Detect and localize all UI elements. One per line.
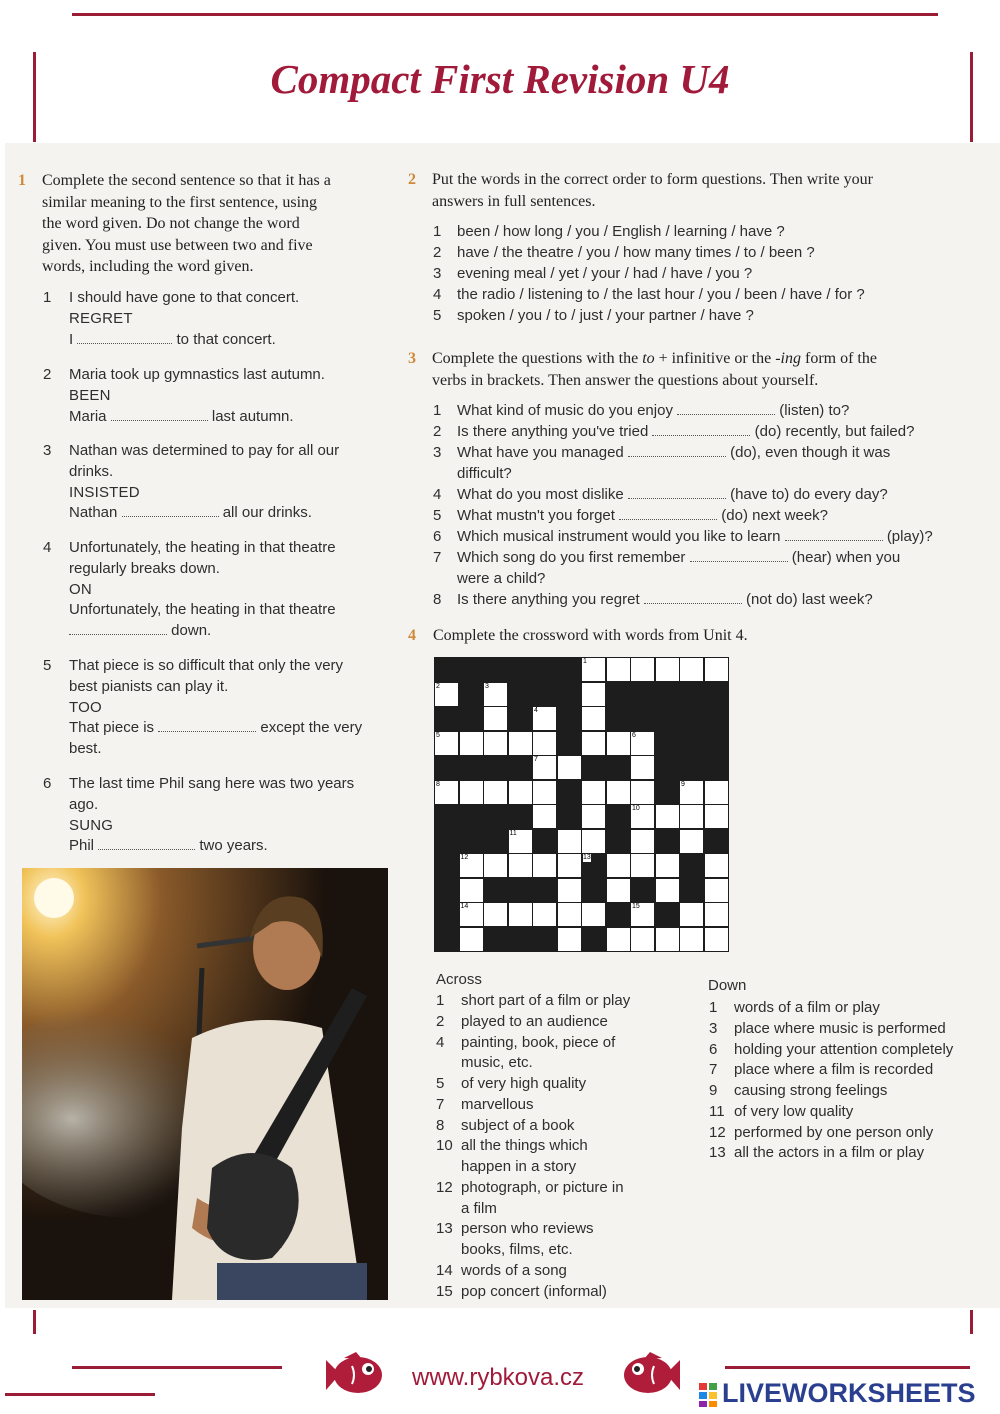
crossword-cell[interactable] xyxy=(607,879,630,902)
answer-blank[interactable] xyxy=(785,529,883,541)
crossword-cell[interactable] xyxy=(533,903,556,926)
answer-blank[interactable] xyxy=(677,403,775,415)
fish-icon xyxy=(322,1352,384,1398)
crossword-cell[interactable] xyxy=(705,928,728,951)
ex1-item-1: 1 I should have gone to that concert. REGRET I to that concert. xyxy=(43,289,300,348)
exercise-3-instructions: Complete the questions with the to + infinitive or the -ing form of the verbs in brackets. Then answer the questions about yourself. xyxy=(432,350,877,389)
crossword-cell[interactable] xyxy=(582,805,605,828)
crossword-cell[interactable] xyxy=(484,781,507,804)
crossword-cell[interactable] xyxy=(533,781,556,804)
frame-left-bottom-line xyxy=(33,1310,36,1334)
crossword-clue-number: 13 xyxy=(583,854,591,861)
across-clue: 5 of very high quality xyxy=(436,1075,587,1092)
keyword: ON xyxy=(69,580,92,598)
crossword-cell[interactable] xyxy=(656,805,679,828)
keyword: REGRET xyxy=(69,309,133,327)
crossword-clue-number: 15 xyxy=(632,903,640,910)
crossword-cell[interactable] xyxy=(509,854,532,877)
across-clue: 8 subject of a book xyxy=(436,1116,575,1134)
crossword-cell[interactable] xyxy=(484,732,507,755)
crossword-clue-number: 4 xyxy=(534,707,538,714)
answer-blank[interactable] xyxy=(644,592,742,604)
ex1-item-4: 4 Unfortunately, the heating in that theatre regularly breaks down. ON Unfortunately, the heating in that theatre down. xyxy=(43,539,336,640)
answer-blank[interactable] xyxy=(122,505,219,517)
crossword-cell[interactable] xyxy=(460,879,483,902)
across-clue: 2 played to an audience xyxy=(436,1012,608,1030)
crossword-cell[interactable] xyxy=(509,732,532,755)
crossword-clue-number: 9 xyxy=(681,780,685,788)
crossword-cell[interactable] xyxy=(656,658,679,681)
crossword-cell[interactable] xyxy=(680,903,703,926)
down-heading: Down xyxy=(708,977,747,994)
crossword-cell[interactable] xyxy=(558,928,581,951)
exercise-2-number: 2 xyxy=(408,171,416,188)
exercise-1-number: 1 xyxy=(18,172,26,189)
crossword-cell[interactable] xyxy=(558,756,581,779)
down-clue: 3 place where music is performed xyxy=(709,1019,946,1037)
keyword: TOO xyxy=(69,698,102,716)
down-clue: 6 holding your attention completely xyxy=(709,1040,954,1058)
crossword-cell[interactable] xyxy=(607,732,630,755)
liveworksheets-brand[interactable]: LIVEWORKSHEETS xyxy=(722,1378,976,1408)
crossword-cell[interactable] xyxy=(582,683,605,706)
crossword-cell[interactable] xyxy=(656,928,679,951)
crossword-cell[interactable] xyxy=(558,903,581,926)
ex3-item-6: 6 Which musical instrument would you like to learn (play)? xyxy=(433,528,933,545)
crossword-clue-number: 3 xyxy=(485,682,489,690)
answer-blank[interactable] xyxy=(69,623,167,635)
ex1-item-5: 5 That piece is so difficult that only the very best pianists can play it. TOO That piece is except the very best. xyxy=(43,657,363,758)
ex3-item-2: 2 Is there anything you've tried (do) recently, but failed? xyxy=(433,423,915,440)
crossword-clue-number: 12 xyxy=(460,854,469,861)
crossword-cell[interactable] xyxy=(533,805,556,828)
across-clue: 10 all the things which happen in a story xyxy=(436,1137,588,1176)
keyword: BEEN xyxy=(69,386,111,404)
crossword-cell[interactable] xyxy=(705,805,728,828)
exercise-4-number: 4 xyxy=(408,627,416,644)
crossword-cell[interactable] xyxy=(582,732,605,755)
crossword-cell[interactable] xyxy=(582,707,605,730)
ex1-item-6: 6 The last time Phil sang here was two years ago. SUNG Phil two years. xyxy=(43,775,355,855)
frame-bottom-left-low-line xyxy=(5,1393,155,1396)
exercise-3-number: 3 xyxy=(408,350,416,367)
crossword-clue-number: 10 xyxy=(632,805,640,812)
crossword-cell[interactable] xyxy=(705,854,728,877)
keyword: INSISTED xyxy=(69,483,140,501)
crossword-clue-number: 14 xyxy=(460,903,469,910)
crossword-cell[interactable] xyxy=(582,781,605,804)
crossword-cell[interactable] xyxy=(509,903,532,926)
exercise-4-instructions: Complete the crossword with words from Unit 4. xyxy=(433,627,748,644)
page-title: Compact First Revision U4 xyxy=(270,56,730,102)
crossword-cell[interactable] xyxy=(533,732,556,755)
crossword-cell[interactable] xyxy=(680,928,703,951)
crossword-cell[interactable] xyxy=(705,658,728,681)
crossword-cell[interactable] xyxy=(656,854,679,877)
crossword-cell[interactable] xyxy=(607,658,630,681)
across-clue: 13 person who reviews books, films, etc. xyxy=(436,1220,594,1259)
ex3-item-3: 3 What have you managed (do), even though it was difficult? xyxy=(433,444,891,482)
keyword: SUNG xyxy=(69,816,114,834)
crossword-clue-number: 8 xyxy=(436,780,440,788)
frame-bottom-right-line xyxy=(725,1366,970,1369)
answer-blank[interactable] xyxy=(158,720,256,732)
crossword-cell[interactable] xyxy=(607,854,630,877)
down-clue: 11 of very low quality xyxy=(709,1102,854,1120)
across-clue: 4 painting, book, piece of music, etc. xyxy=(436,1033,616,1072)
crossword-grid xyxy=(434,657,729,952)
ex1-item-2: 2 Maria took up gymnastics last autumn. BEEN Maria last autumn. xyxy=(43,366,325,425)
crossword-cell[interactable] xyxy=(680,658,703,681)
crossword-cell[interactable] xyxy=(631,756,654,779)
ex3-item-4: 4 What do you most dislike (have to) do every day? xyxy=(433,486,888,503)
across-heading: Across xyxy=(436,971,482,988)
down-clue: 12 performed by one person only xyxy=(709,1123,934,1141)
crossword-cell[interactable] xyxy=(631,830,654,853)
down-clue: 7 place where a film is recorded xyxy=(709,1061,934,1079)
across-clue: 7 marvellous xyxy=(436,1095,534,1113)
crossword-clue-number: 6 xyxy=(632,731,636,739)
frame-bottom-left-line xyxy=(72,1366,282,1369)
answer-blank[interactable] xyxy=(628,445,726,457)
ex3-item-5: 5 What mustn't you forget (do) next week? xyxy=(433,507,829,524)
crossword-cell[interactable] xyxy=(533,854,556,877)
crossword-cell[interactable] xyxy=(460,928,483,951)
ex2-item-1: 1 been / how long / you / English / learning / have ? xyxy=(433,223,785,240)
answer-blank[interactable] xyxy=(619,508,717,520)
crossword-cell[interactable] xyxy=(460,781,483,804)
crossword-cell[interactable] xyxy=(705,903,728,926)
crossword-cell[interactable] xyxy=(484,854,507,877)
down-clue: 9 causing strong feelings xyxy=(709,1082,888,1099)
crossword-cell[interactable] xyxy=(705,879,728,902)
answer-blank[interactable] xyxy=(77,332,172,344)
crossword-cell[interactable] xyxy=(631,928,654,951)
crossword-cell[interactable] xyxy=(582,830,605,853)
crossword-clue-number: 11 xyxy=(509,829,517,837)
down-clue: 13 all the actors in a film or play xyxy=(709,1144,925,1162)
crossword-clue-number: 1 xyxy=(583,658,587,665)
ex2-item-3: 3 evening meal / yet / your / had / have / you ? xyxy=(433,265,753,282)
crossword-cell[interactable] xyxy=(460,732,483,755)
guitarist-illustration xyxy=(22,868,388,1300)
crossword-cell[interactable] xyxy=(484,707,507,730)
fish-icon xyxy=(622,1352,684,1398)
footer-url[interactable]: www.rybkova.cz xyxy=(412,1364,585,1391)
crossword-cell[interactable] xyxy=(607,928,630,951)
ex1-item-3: 3 Nathan was determined to pay for all our drinks. INSISTED Nathan all our drinks. xyxy=(43,442,340,522)
crossword-cell[interactable] xyxy=(680,805,703,828)
across-clue: 1 short part of a film or play xyxy=(436,992,631,1009)
answer-blank[interactable] xyxy=(111,409,208,421)
crossword-cell[interactable] xyxy=(631,658,654,681)
crossword-cell[interactable] xyxy=(558,830,581,853)
down-clue: 1 words of a film or play xyxy=(709,999,880,1016)
crossword-cell[interactable] xyxy=(607,781,630,804)
frame-top-line xyxy=(72,13,938,16)
crossword-clue-number: 7 xyxy=(534,756,538,763)
crossword-cell[interactable] xyxy=(631,781,654,804)
crossword-cell[interactable] xyxy=(705,781,728,804)
crossword-cell[interactable] xyxy=(484,903,507,926)
ex2-item-2: 2 have / the theatre / you / how many times / to / been ? xyxy=(433,244,815,261)
answer-blank[interactable] xyxy=(628,487,726,499)
ex2-item-4: 4 the radio / listening to / the last hour / you / been / have / for ? xyxy=(433,286,865,303)
across-clue: 14 words of a song xyxy=(436,1261,567,1279)
ex3-item-7: 7 Which song do you first remember (hear) when you were a child? xyxy=(433,549,901,587)
across-clue: 15 pop concert (informal) xyxy=(436,1282,607,1300)
exercise-2-instructions: Put the words in the correct order to form questions. Then write your answers in full sentences. xyxy=(432,171,873,210)
crossword-cell[interactable] xyxy=(680,830,703,853)
crossword-cell[interactable] xyxy=(509,781,532,804)
crossword-cell[interactable] xyxy=(558,879,581,902)
ex3-item-8: 8 Is there anything you regret (not do) last week? xyxy=(433,591,873,608)
ex2-item-5: 5 spoken / you / to / just / your partner / have ? xyxy=(433,307,754,324)
answer-blank[interactable] xyxy=(690,550,788,562)
crossword-clue-number: 2 xyxy=(436,682,440,690)
answer-blank[interactable] xyxy=(652,424,750,436)
crossword-cell[interactable] xyxy=(631,854,654,877)
crossword-clue-number: 5 xyxy=(436,731,440,739)
ex3-item-1: 1 What kind of music do you enjoy (listen) to? xyxy=(433,402,850,419)
answer-blank[interactable] xyxy=(98,838,195,850)
crossword-cell[interactable] xyxy=(656,879,679,902)
concert-photo xyxy=(22,868,388,1300)
across-clue: 12 photograph, or picture in a film xyxy=(436,1178,624,1217)
exercise-1-instructions: Complete the second sentence so that it has a similar meaning to the first sentence, using the word given. Do not change the word given. You must use between two and five words, including the word given. xyxy=(42,172,331,275)
frame-right-bottom-line xyxy=(970,1310,973,1334)
crossword-cell[interactable] xyxy=(558,854,581,877)
crossword-cell[interactable] xyxy=(582,903,605,926)
